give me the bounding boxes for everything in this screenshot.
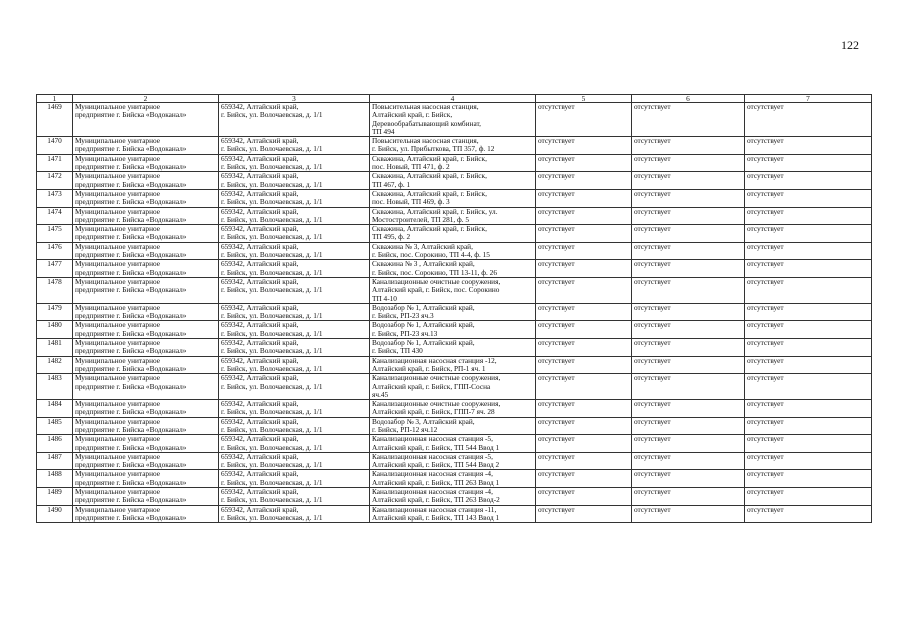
cell-col5: отсутствует	[536, 470, 632, 488]
cell-address: 659342, Алтайский край, г. Бийск, ул. Волочаевская, д. 1/1	[219, 172, 370, 190]
table-row	[37, 154, 872, 172]
cell-col6: отсутствует	[632, 417, 745, 435]
cell-col7: отсутствует	[745, 154, 872, 172]
cell-col5: отсутствует	[536, 505, 632, 523]
cell-col5: отсутствует	[536, 303, 632, 321]
cell-address: 659342, Алтайский край, г. Бийск, ул. Волочаевская, д. 1/1	[219, 103, 370, 137]
cell-object-location: Водозабор № 1, Алтайский край, г. Бийск, РП-23 яч.3	[370, 303, 536, 321]
cell-col7: отсутствует	[745, 260, 872, 278]
cell-col7: отсутствует	[745, 303, 872, 321]
cell-number: 1489	[37, 488, 73, 506]
cell-address: 659342, Алтайский край, г. Бийск, ул. Волочаевская, д. 1/1	[219, 260, 370, 278]
cell-object-location: Скважина, Алтайский край, г. Бийск, ул. Мостостроителей, ТП 281, ф. 5	[370, 207, 536, 225]
cell-object-location: Водозабор № 1, Алтайский край, г. Бийск, РП-23 яч.13	[370, 321, 536, 339]
cell-col7: отсутствует	[745, 207, 872, 225]
table-row	[37, 470, 872, 488]
table-row	[37, 277, 872, 303]
cell-col7: отсутствует	[745, 172, 872, 190]
table-row	[37, 137, 872, 155]
cell-col6: отсутствует	[632, 137, 745, 155]
cell-number: 1473	[37, 189, 73, 207]
cell-col6: отсутствует	[632, 488, 745, 506]
cell-col5: отсутствует	[536, 321, 632, 339]
cell-address: 659342, Алтайский край, г. Бийск, ул. Волочаевская, д. 1/1	[219, 303, 370, 321]
cell-organization: Муниципальное унитарное предприятие г. Бийска «Водоканал»	[73, 374, 219, 400]
cell-organization: Муниципальное унитарное предприятие г. Бийска «Водоканал»	[73, 452, 219, 470]
cell-object-location: Водозабор № 3, Алтайский край, г. Бийск, РП-12 яч.12	[370, 417, 536, 435]
table-row	[37, 103, 872, 137]
cell-col7: отсутствует	[745, 277, 872, 303]
cell-col6: отсутствует	[632, 207, 745, 225]
cell-col6: отсутствует	[632, 505, 745, 523]
cell-object-location: Канализационная насосная станция -11, Алтайский край, г. Бийск, ТП 143 Ввод 1	[370, 505, 536, 523]
cell-object-location: Скважина № 3, Алтайский край, г. Бийск, пос. Сорокино, ТП 4-4, ф. 15	[370, 242, 536, 260]
cell-col7: отсутствует	[745, 452, 872, 470]
table-row	[37, 260, 872, 278]
cell-col5: отсутствует	[536, 207, 632, 225]
cell-number: 1477	[37, 260, 73, 278]
cell-col7: отсутствует	[745, 339, 872, 357]
table-row	[37, 172, 872, 190]
cell-object-location: Канализационные очистные сооружения, Алтайский край, г. Бийск, пос. Сорокино ТП 4-10	[370, 277, 536, 303]
cell-number: 1484	[37, 400, 73, 418]
cell-col5: отсутствует	[536, 339, 632, 357]
cell-number: 1475	[37, 225, 73, 243]
cell-organization: Муниципальное унитарное предприятие г. Бийска «Водоканал»	[73, 207, 219, 225]
table-row	[37, 242, 872, 260]
cell-col5: отсутствует	[536, 137, 632, 155]
cell-number: 1472	[37, 172, 73, 190]
cell-address: 659342, Алтайский край, г. Бийск, ул. Волочаевская, д. 1/1	[219, 470, 370, 488]
registry-table	[36, 94, 872, 523]
cell-col6: отсутствует	[632, 189, 745, 207]
cell-object-location: Повысительная насосная станция, Алтайский край, г. Бийск, Деревообрабатывающий комбинат, ТП 494	[370, 103, 536, 137]
cell-col7: отсутствует	[745, 435, 872, 453]
cell-object-location: Канализационная насосная станция -5, Алтайский край, г. Бийск, ТП 544 Ввод 1	[370, 435, 536, 453]
cell-number: 1490	[37, 505, 73, 523]
header-row	[37, 95, 872, 103]
cell-col6: отсутствует	[632, 172, 745, 190]
cell-address: 659342, Алтайский край, г. Бийск, ул. Волочаевская, д. 1/1	[219, 137, 370, 155]
cell-object-location: Скважина, Алтайский край, г. Бийск, пос. Новый, ТП 471, ф. 2	[370, 154, 536, 172]
cell-col7: отсутствует	[745, 505, 872, 523]
table-row	[37, 488, 872, 506]
column-header-4: 4	[370, 95, 536, 103]
table-row	[37, 505, 872, 523]
cell-col6: отсутствует	[632, 154, 745, 172]
table-body	[37, 103, 872, 523]
cell-organization: Муниципальное унитарное предприятие г. Бийска «Водоканал»	[73, 189, 219, 207]
cell-number: 1480	[37, 321, 73, 339]
cell-col5: отсутствует	[536, 260, 632, 278]
cell-col7: отсутствует	[745, 374, 872, 400]
column-header-1: 1	[37, 95, 73, 103]
table-row	[37, 189, 872, 207]
cell-number: 1479	[37, 303, 73, 321]
cell-col6: отсутствует	[632, 470, 745, 488]
cell-address: 659342, Алтайский край, г. Бийск, ул. Волочаевская, д. 1/1	[219, 452, 370, 470]
cell-col6: отсутствует	[632, 356, 745, 374]
cell-col7: отсутствует	[745, 470, 872, 488]
column-header-6: 6	[632, 95, 745, 103]
table-row	[37, 356, 872, 374]
cell-col6: отсутствует	[632, 103, 745, 137]
table-row	[37, 225, 872, 243]
cell-col5: отсутствует	[536, 400, 632, 418]
cell-organization: Муниципальное унитарное предприятие г. Бийска «Водоканал»	[73, 435, 219, 453]
cell-number: 1481	[37, 339, 73, 357]
table-row	[37, 303, 872, 321]
table-row	[37, 400, 872, 418]
cell-object-location: Канализационные очистные сооружения, Алтайский край, г. Бийск, ГПП-Сосна яч.45	[370, 374, 536, 400]
cell-organization: Муниципальное унитарное предприятие г. Бийска «Водоканал»	[73, 172, 219, 190]
column-header-3: 3	[219, 95, 370, 103]
cell-object-location: Скважина, Алтайский край, г. Бийск, ТП 495, ф. 2	[370, 225, 536, 243]
cell-col7: отсутствует	[745, 242, 872, 260]
cell-col6: отсутствует	[632, 435, 745, 453]
cell-object-location: Повысительная насосная станция, г. Бийск, ул. Прибыткова, ТП 357, ф. 12	[370, 137, 536, 155]
cell-col6: отсутствует	[632, 260, 745, 278]
page-number: 122	[841, 38, 859, 52]
cell-address: 659342, Алтайский край, г. Бийск, ул. Волочаевская, д. 1/1	[219, 505, 370, 523]
cell-address: 659342, Алтайский край, г. Бийск, ул. Волочаевская, д. 1/1	[219, 207, 370, 225]
cell-address: 659342, Алтайский край, г. Бийск, ул. Волочаевская, д. 1/1	[219, 435, 370, 453]
cell-object-location: Канализационная насосная станция -4, Алтайский край, г. Бийск, ТП 263 Ввод-2	[370, 488, 536, 506]
cell-col6: отсутствует	[632, 452, 745, 470]
cell-col5: отсутствует	[536, 488, 632, 506]
table-row	[37, 435, 872, 453]
cell-organization: Муниципальное унитарное предприятие г. Бийска «Водоканал»	[73, 225, 219, 243]
cell-col7: отсутствует	[745, 400, 872, 418]
column-header-7: 7	[745, 95, 872, 103]
table-row	[37, 374, 872, 400]
cell-organization: Муниципальное унитарное предприятие г. Бийска «Водоканал»	[73, 356, 219, 374]
cell-col6: отсутствует	[632, 339, 745, 357]
cell-address: 659342, Алтайский край, г. Бийск, ул. Волочаевская, д. 1/1	[219, 488, 370, 506]
cell-col5: отсутствует	[536, 225, 632, 243]
table-row	[37, 452, 872, 470]
cell-col6: отсутствует	[632, 400, 745, 418]
cell-number: 1469	[37, 103, 73, 137]
cell-object-location: Канализационные очистные сооружения, Алтайский край, г. Бийск, ГПП-7 яч. 28	[370, 400, 536, 418]
cell-col5: отсутствует	[536, 189, 632, 207]
cell-address: 659342, Алтайский край, г. Бийск, ул. Волочаевская, д. 1/1	[219, 374, 370, 400]
cell-number: 1487	[37, 452, 73, 470]
cell-col7: отсутствует	[745, 189, 872, 207]
cell-organization: Муниципальное унитарное предприятие г. Бийска «Водоканал»	[73, 137, 219, 155]
column-header-5: 5	[536, 95, 632, 103]
cell-col6: отсутствует	[632, 374, 745, 400]
cell-col7: отсутствует	[745, 103, 872, 137]
cell-col5: отсутствует	[536, 374, 632, 400]
cell-col5: отсутствует	[536, 154, 632, 172]
cell-col6: отсутствует	[632, 321, 745, 339]
cell-col7: отсутствует	[745, 417, 872, 435]
cell-number: 1486	[37, 435, 73, 453]
cell-organization: Муниципальное унитарное предприятие г. Бийска «Водоканал»	[73, 154, 219, 172]
cell-col6: отсутствует	[632, 225, 745, 243]
cell-address: 659342, Алтайский край, г. Бийск, ул. Волочаевская, д. 1/1	[219, 417, 370, 435]
cell-object-location: Канализационная насосная станция -4, Алтайский край, г. Бийск, ТП 263 Ввод 1	[370, 470, 536, 488]
cell-col7: отсутствует	[745, 488, 872, 506]
table-row	[37, 417, 872, 435]
cell-col7: отсутствует	[745, 225, 872, 243]
cell-address: 659342, Алтайский край, г. Бийск, ул. Волочаевская, д. 1/1	[219, 400, 370, 418]
cell-number: 1482	[37, 356, 73, 374]
cell-address: 659342, Алтайский край, г. Бийск, ул. Волочаевская, д. 1/1	[219, 225, 370, 243]
cell-organization: Муниципальное унитарное предприятие г. Бийска «Водоканал»	[73, 321, 219, 339]
cell-object-location: Канализационная насосная станция -5, Алтайский край, г. Бийск, ТП 544 Ввод 2	[370, 452, 536, 470]
cell-organization: Муниципальное унитарное предприятие г. Бийска «Водоканал»	[73, 103, 219, 137]
cell-address: 659342, Алтайский край, г. Бийск, ул. Волочаевская, д. 1/1	[219, 277, 370, 303]
cell-object-location: Скважина, Алтайский край, г. Бийск, пос. Новый, ТП 469, ф. 3	[370, 189, 536, 207]
cell-address: 659342, Алтайский край, г. Бийск, ул. Волочаевская, д. 1/1	[219, 321, 370, 339]
cell-object-location: Скважина, Алтайский край, г. Бийск, ТП 467, ф. 1	[370, 172, 536, 190]
cell-col5: отсутствует	[536, 172, 632, 190]
cell-address: 659342, Алтайский край, г. Бийск, ул. Волочаевская, д. 1/1	[219, 189, 370, 207]
cell-col7: отсутствует	[745, 321, 872, 339]
cell-number: 1471	[37, 154, 73, 172]
cell-address: 659342, Алтайский край, г. Бийск, ул. Волочаевская, д. 1/1	[219, 356, 370, 374]
cell-number: 1488	[37, 470, 73, 488]
cell-col5: отсутствует	[536, 452, 632, 470]
cell-number: 1476	[37, 242, 73, 260]
cell-address: 659342, Алтайский край, г. Бийск, ул. Волочаевская, д. 1/1	[219, 154, 370, 172]
cell-col5: отсутствует	[536, 242, 632, 260]
cell-organization: Муниципальное унитарное предприятие г. Бийска «Водоканал»	[73, 505, 219, 523]
cell-organization: Муниципальное унитарное предприятие г. Бийска «Водоканал»	[73, 470, 219, 488]
cell-organization: Муниципальное унитарное предприятие г. Бийска «Водоканал»	[73, 400, 219, 418]
cell-col7: отсутствует	[745, 137, 872, 155]
cell-organization: Муниципальное унитарное предприятие г. Бийска «Водоканал»	[73, 339, 219, 357]
cell-organization: Муниципальное унитарное предприятие г. Бийска «Водоканал»	[73, 277, 219, 303]
cell-col5: отсутствует	[536, 103, 632, 137]
table-row	[37, 207, 872, 225]
cell-organization: Муниципальное унитарное предприятие г. Бийска «Водоканал»	[73, 260, 219, 278]
cell-organization: Муниципальное унитарное предприятие г. Бийска «Водоканал»	[73, 417, 219, 435]
cell-col6: отсутствует	[632, 242, 745, 260]
cell-col5: отсутствует	[536, 277, 632, 303]
table-row	[37, 321, 872, 339]
cell-number: 1483	[37, 374, 73, 400]
cell-number: 1474	[37, 207, 73, 225]
cell-col6: отсутствует	[632, 277, 745, 303]
cell-col5: отсутствует	[536, 417, 632, 435]
cell-object-location: Скважина № 3 , Алтайский край, г. Бийск, пос. Сорокино, ТП 13-11, ф. 26	[370, 260, 536, 278]
cell-col7: отсутствует	[745, 356, 872, 374]
table-row	[37, 339, 872, 357]
cell-col5: отсутствует	[536, 356, 632, 374]
cell-number: 1478	[37, 277, 73, 303]
column-header-2: 2	[73, 95, 219, 103]
cell-number: 1485	[37, 417, 73, 435]
cell-object-location: Водозабор № 1, Алтайский край, г. Бийск, ТП 430	[370, 339, 536, 357]
cell-address: 659342, Алтайский край, г. Бийск, ул. Волочаевская, д. 1/1	[219, 242, 370, 260]
cell-organization: Муниципальное унитарное предприятие г. Бийска «Водоканал»	[73, 242, 219, 260]
cell-object-location: Канализационная насосная станция -12, Алтайский край, г. Бийск, РП-1 яч. 1	[370, 356, 536, 374]
cell-col6: отсутствует	[632, 303, 745, 321]
cell-organization: Муниципальное унитарное предприятие г. Бийска «Водоканал»	[73, 303, 219, 321]
cell-address: 659342, Алтайский край, г. Бийск, ул. Волочаевская, д. 1/1	[219, 339, 370, 357]
cell-col5: отсутствует	[536, 435, 632, 453]
cell-number: 1470	[37, 137, 73, 155]
cell-organization: Муниципальное унитарное предприятие г. Бийска «Водоканал»	[73, 488, 219, 506]
